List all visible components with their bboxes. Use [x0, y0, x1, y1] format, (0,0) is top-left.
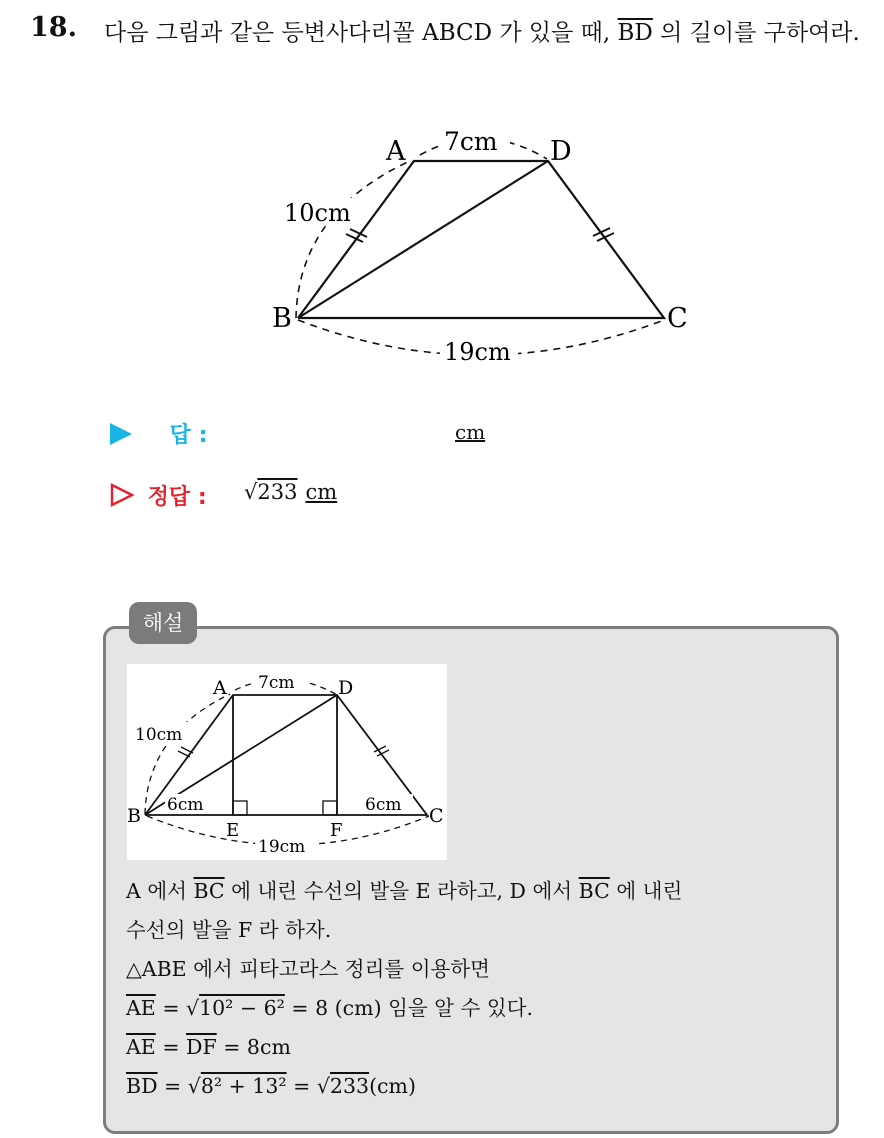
diagonal-bd — [298, 161, 548, 318]
sol-l5-seg2: $\overline{DF}$ — [186, 1035, 217, 1059]
arc-ab — [296, 160, 412, 318]
offset-length-right: 6cm — [365, 795, 402, 815]
sol-l5-seg1: $\overline{AE}$ — [126, 1035, 156, 1059]
label-b: B — [272, 303, 292, 334]
sqrt-expression: √233 — [244, 480, 298, 504]
trapezoid-outline — [298, 161, 664, 318]
sol-l6-eq2: = — [293, 1074, 311, 1098]
sol-l1-a: A 에서 — [126, 879, 187, 903]
explanation-tag: 해설 — [129, 602, 197, 644]
side-length: 10cm — [284, 199, 351, 227]
sol-l4-eq: = — [162, 996, 180, 1020]
answer-row — [110, 418, 207, 449]
sol-l4-rad: 10² − 6² — [199, 996, 285, 1020]
correct-label: 정답 : — [147, 485, 207, 510]
answer-unit: cm — [455, 420, 486, 444]
solution-line-2: 수선의 발을 F 라 하자. — [126, 918, 332, 942]
correct-row — [110, 480, 207, 511]
sol-l6-eq: = — [164, 1074, 182, 1098]
sol-l1-b: 에 내린 수선의 발을 E 라하고, D 에서 — [231, 879, 573, 903]
sol-l6-rad2: 233 — [329, 1074, 370, 1098]
solution-line-3: △ABE 에서 피타고라스 정리를 이용하면 — [126, 957, 490, 981]
top-length-small: 7cm — [258, 673, 295, 693]
play-icon — [110, 423, 132, 445]
question-text-after: 의 길이를 구하여라. — [660, 20, 860, 46]
solution-line-5 — [126, 1028, 832, 1067]
explanation-figure — [127, 664, 447, 860]
sol-l6-unit: (cm) — [369, 1074, 416, 1098]
label-e-small: E — [226, 820, 240, 841]
sol-l1-seg: $\overline{BC}$ — [193, 879, 225, 903]
solution-line-4: $\overline{AE} = √10^2 - 6^2 = 8$ (cm) 임을 알 수 있다. — [126, 996, 533, 1020]
sol-l4-seg: $\overline{AE}$ — [126, 996, 156, 1020]
question-text — [104, 14, 874, 52]
trapezoid-figure — [262, 122, 688, 382]
sol-l5-rest: = 8cm — [223, 1035, 291, 1059]
offset-length-left: 6cm — [167, 795, 204, 815]
bottom-length-small: 19cm — [258, 837, 306, 857]
correct-value — [244, 480, 337, 504]
side-length-small: 10cm — [135, 725, 183, 745]
solution-line-1 — [126, 872, 832, 911]
sol-l5-eq: = — [162, 1035, 180, 1059]
label-b-small: B — [127, 805, 141, 827]
label-f-small: F — [330, 820, 343, 841]
sol-l1-c: 에 내린 — [616, 879, 683, 903]
solution-line-6: $\overline{BD} = √8^2 + 13^2 = √233(cm)$ — [126, 1074, 416, 1098]
label-a-small: A — [213, 677, 227, 699]
correct-unit: cm — [305, 480, 338, 504]
sol-l6-rad: 8² + 13² — [200, 1074, 287, 1098]
play-outline-icon — [110, 483, 134, 507]
solution-text — [126, 872, 832, 1106]
answer-label: 답 : — [169, 423, 208, 448]
top-length: 7cm — [444, 127, 498, 156]
right-angle-e — [233, 801, 247, 815]
sol-l1-seg2: $\overline{BC}$ — [578, 879, 610, 903]
right-angle-f — [323, 801, 337, 815]
label-a: A — [386, 136, 406, 167]
label-c: C — [667, 303, 688, 334]
sol-l6-seg: $\overline{BD}$ — [126, 1074, 158, 1098]
bottom-length: 19cm — [444, 338, 511, 366]
segment-bd: $\overline{BD}$ — [617, 20, 653, 46]
question-number: 18. — [30, 12, 77, 43]
label-c-small: C — [429, 805, 444, 827]
tick-ab-small — [178, 747, 193, 757]
question-text-before: 다음 그림과 같은 등변사다리꼴 ABCD 가 있을 때, — [104, 20, 611, 46]
label-d-small: D — [338, 677, 354, 699]
label-d: D — [550, 136, 572, 167]
sol-l4-rest: = 8 (cm) 임을 알 수 있다. — [291, 996, 533, 1020]
correct-radicand: 233 — [257, 480, 298, 504]
